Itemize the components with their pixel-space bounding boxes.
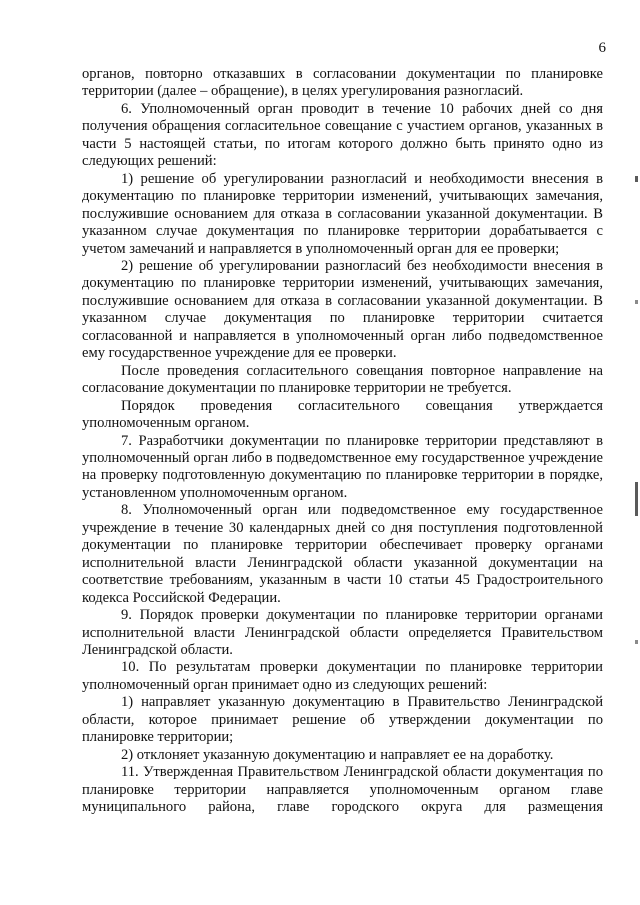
paragraph-subitem-2: 2) решение об урегулировании разногласий без необходимости внесения в документацию по планировке территории изменений, учитывающих замечания, послужившие основанием для отказа в согласовании указанной документации. В указанном случае документация по планировке территории считается согласованной и направляется в уполномоченный орган либо подведомственное ему государственное учреждение для ее проверки. [82, 257, 603, 362]
paragraph-item-8: 8. Уполномоченный орган или подведомственное ему государственное учреждение в течение 30 календарных дней со дня поступления подготовленной документации по планировке территории обеспечивает проверку органами исполнительной власти Ленинградской области указанной документации на соответствие требованиям, указанным в части 10 статьи 45 Градостроительного кодекса Российской Федерации. [82, 502, 603, 606]
paragraph-item-9: 9. Порядок проверки документации по планировке территории органами исполнительной власти Ленинградской области определяется Правительством Ленинградской области. [82, 607, 603, 658]
paragraph-item-11: 11. Утвержденная Правительством Ленинградской области документация по планировке территории направляется уполномоченным органом главе муниципального района, главе городского округа для размещения [82, 764, 603, 816]
paragraph-item-7: 7. Разработчики документации по планировке территории представляют в уполномоченный орган либо в подведомственное ему государственное учреждение на проверку подготовленную документацию по планировке территории в порядке, установленном уполномоченным органом. [82, 432, 603, 501]
scan-edge-mark [635, 482, 638, 516]
paragraph-item-6: 6. Уполномоченный орган проводит в течение 10 рабочих дней со дня получения обращения согласительное совещание с участием органов, указанных в части 5 настоящей статьи, по итогам которого должно быть принято одно из следующих решений: [82, 100, 603, 170]
scan-edge-mark [635, 176, 638, 182]
paragraph-decision-1: 1) направляет указанную документацию в Правительство Ленинградской области, которое принимает решение об утверждении документации по планировке территории; [82, 694, 603, 746]
page-number: 6 [598, 40, 606, 56]
paragraph-meeting-procedure: Порядок проведения согласительного совещания утверждается уполномоченным органом. [82, 397, 603, 432]
paragraph-continuation: органов, повторно отказавших в согласовании документации по планировке территории (далее – обращение), в целях урегулирования разногласий. [82, 66, 603, 100]
document-body [82, 66, 603, 816]
paragraph-decision-2: 2) отклоняет указанную документацию и направляет ее на доработку. [121, 746, 554, 763]
paragraph-item-10: 10. По результатам проверки документации по планировке территории уполномоченный орган принимает одно из следующих решений: [82, 659, 603, 693]
scan-edge-mark [635, 300, 638, 304]
scan-edge-mark [635, 640, 638, 644]
paragraph-no-repeat-submission: После проведения согласительного совещания повторное направление на согласование документации по планировке территории не требуется. [82, 362, 603, 397]
paragraph-subitem-1: 1) решение об урегулировании разногласий и необходимости внесения в документацию по планировке территории изменений, учитывающих замечания, послужившие основанием для отказа в согласовании указанной документации. В указанном случае документация по планировке территории дорабатывается с учетом замечаний и направляется в уполномоченный орган для ее проверки; [82, 170, 603, 257]
